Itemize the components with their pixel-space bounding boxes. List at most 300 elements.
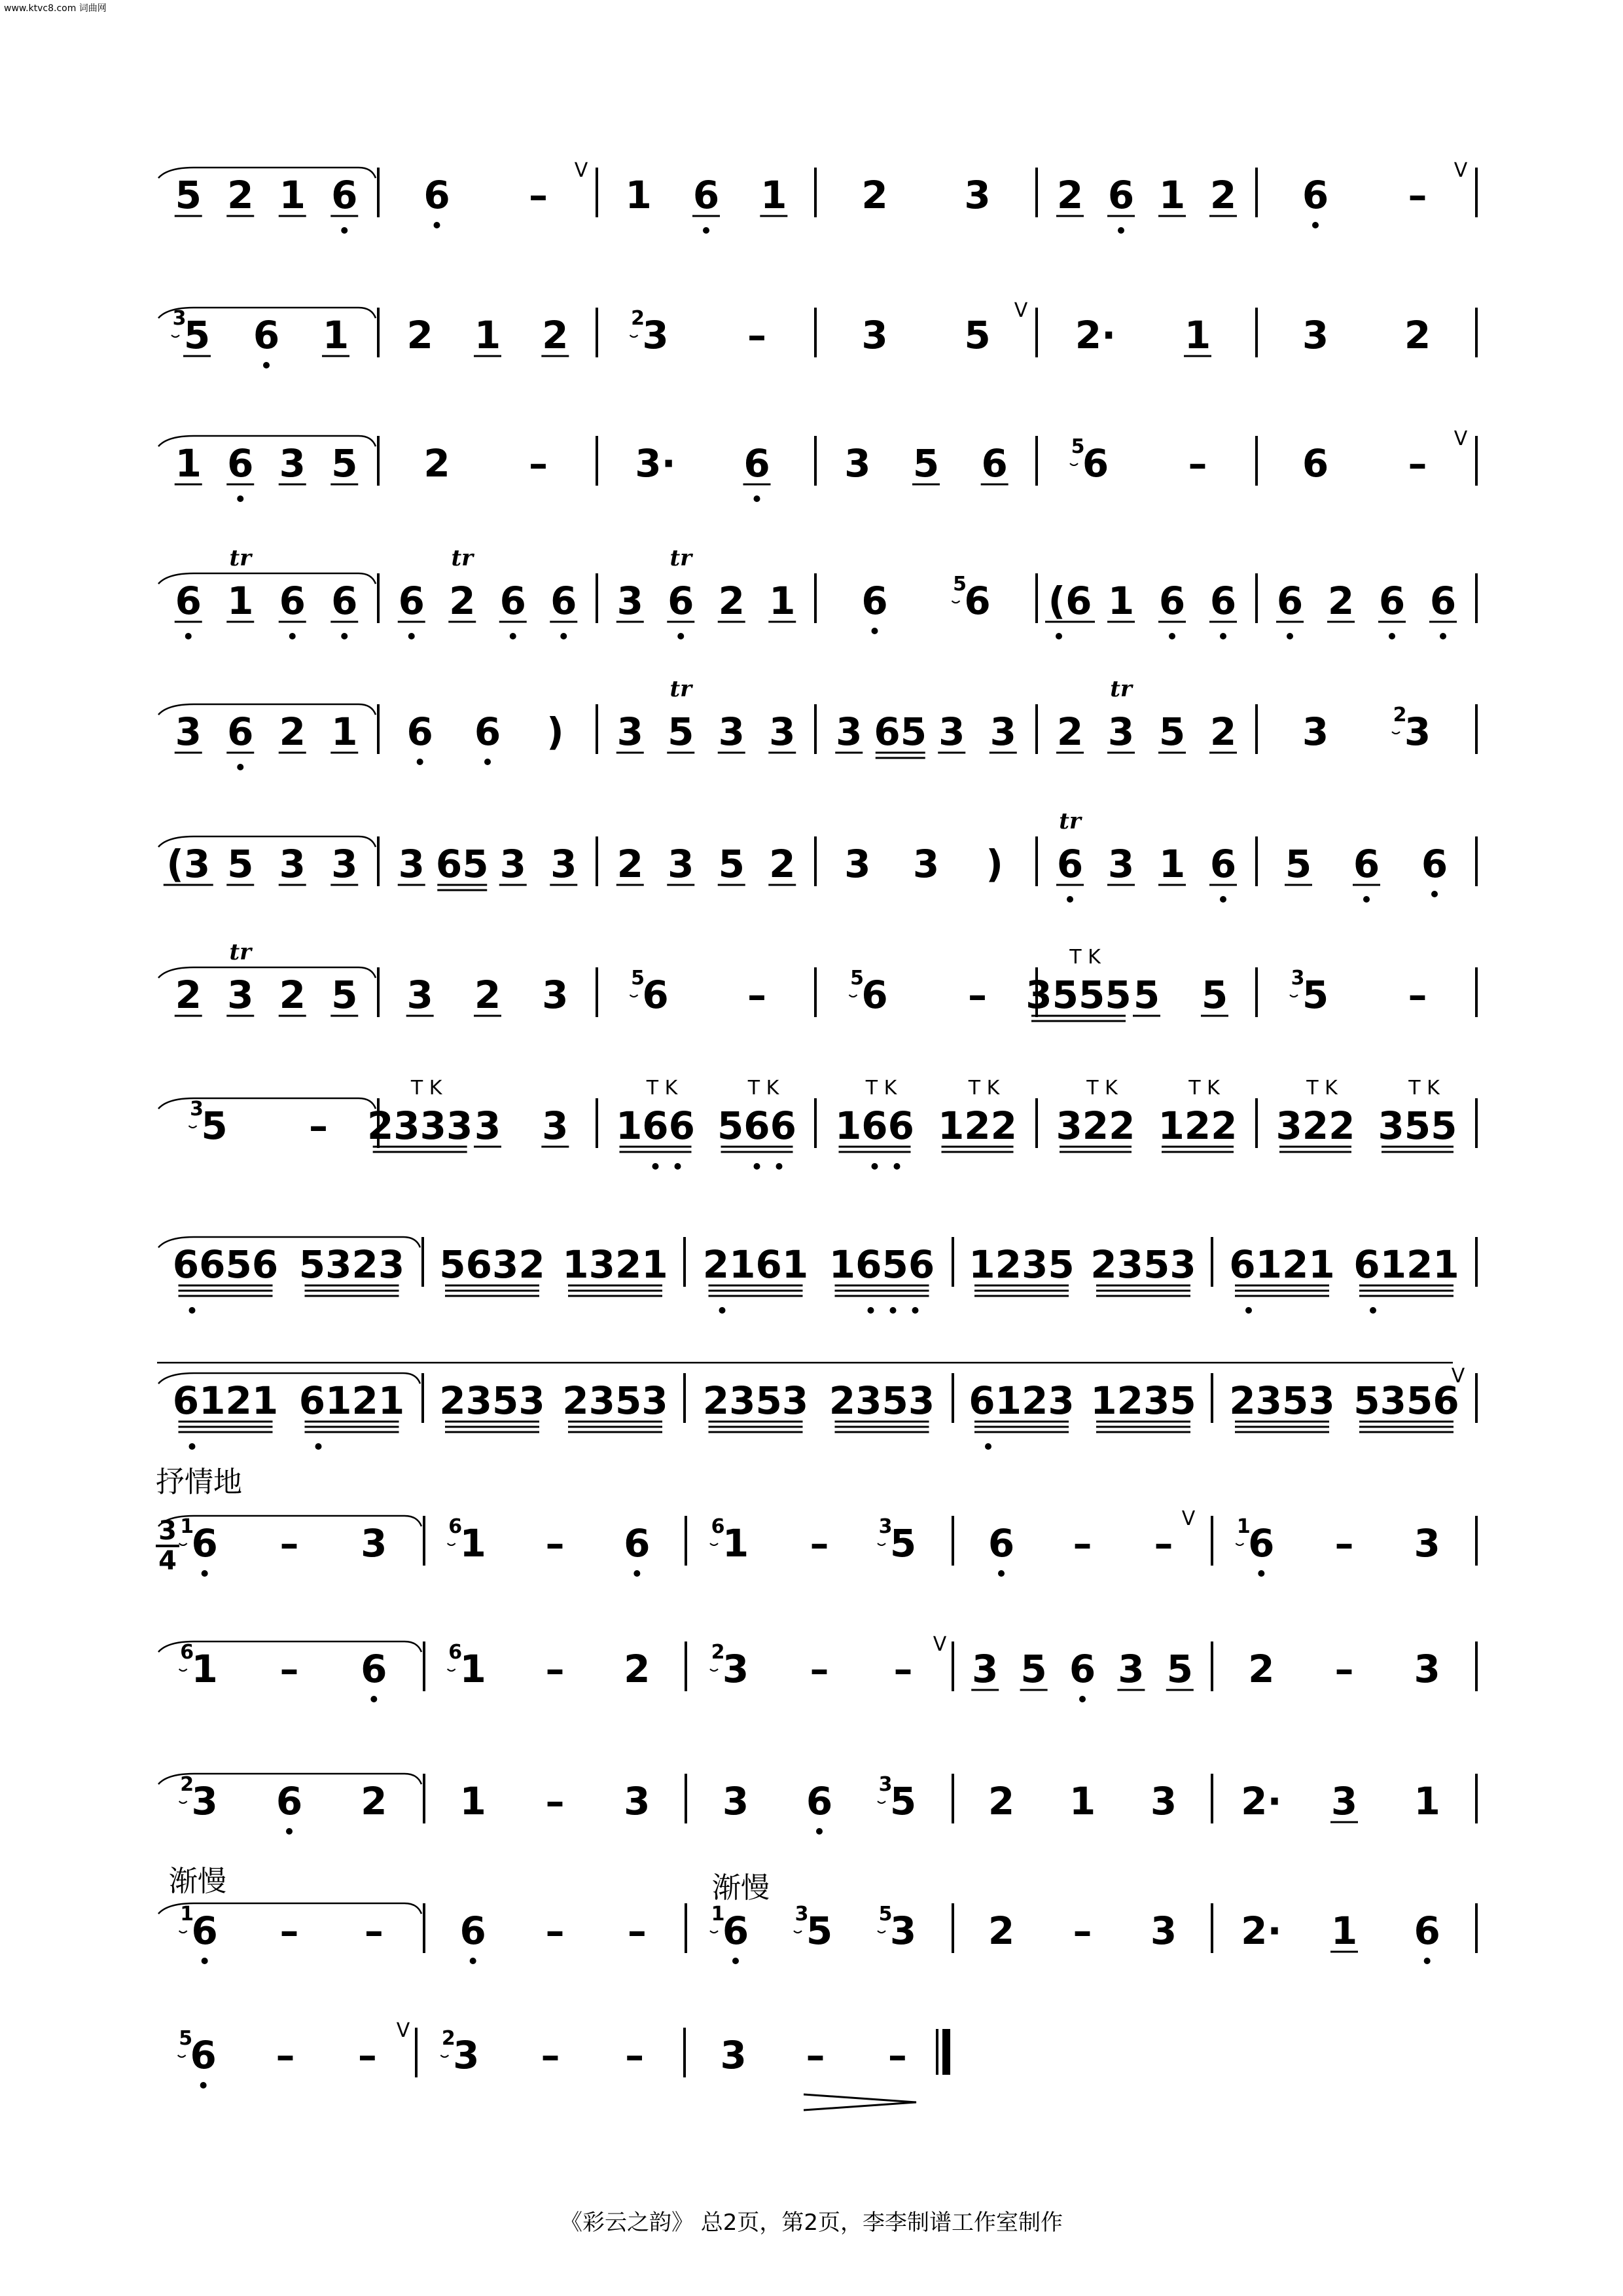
low-octave-dot <box>633 1570 640 1577</box>
low-octave-dot <box>1312 222 1319 228</box>
jianpu-note: 1 <box>331 709 358 754</box>
jianpu-note: 1 <box>722 1521 749 1566</box>
jianpu-note: 6 <box>1158 579 1186 623</box>
jianpu-note: 1656 <box>829 1242 935 1287</box>
grace-tie <box>878 1801 885 1803</box>
low-octave-dot <box>434 222 440 228</box>
jianpu-note: 2 <box>718 579 745 623</box>
jianpu-note: 6 <box>474 709 501 754</box>
jianpu-note: 6 <box>1276 579 1304 623</box>
jianpu-note: 166 <box>615 1103 696 1148</box>
jianpu-note: 3 <box>616 579 643 623</box>
low-octave-dot <box>200 2082 207 2089</box>
jianpu-note: 2161 <box>702 1242 809 1287</box>
low-octave-dot <box>719 1307 726 1314</box>
jianpu-note: 6 <box>806 1779 833 1823</box>
low-octave-dot <box>703 227 709 234</box>
grace-note: 3 <box>794 1903 809 1926</box>
tk-articulation: T K <box>865 1077 897 1100</box>
jianpu-note: 1 <box>1414 1779 1440 1823</box>
tk-articulation: T K <box>1408 1077 1440 1100</box>
jianpu-note: 1 <box>474 313 501 357</box>
jianpu-note: 6 <box>861 579 888 623</box>
grace-tie <box>179 1543 187 1545</box>
jianpu-note: 1 <box>625 173 652 217</box>
jianpu-note: 3 <box>1404 709 1431 754</box>
jianpu-note: 2353 <box>562 1378 668 1423</box>
jianpu-note: 3 <box>769 709 796 754</box>
low-octave-dot <box>1067 896 1073 903</box>
jianpu-note: 6 <box>227 709 254 754</box>
jianpu-note: 3 <box>227 973 254 1017</box>
jianpu-note: 2 <box>406 313 433 357</box>
jianpu-note: 6 <box>279 579 306 623</box>
jianpu-note: 2 <box>423 441 450 486</box>
jianpu-note: – <box>541 2033 560 2077</box>
grace-tie <box>179 1669 187 1671</box>
jianpu-note: 2 <box>279 709 306 754</box>
jianpu-note: ) <box>546 709 564 754</box>
jianpu-note: 6 <box>722 1909 749 1953</box>
low-octave-dot <box>1258 1570 1264 1577</box>
jianpu-note: 6 <box>459 1909 486 1953</box>
trill-mark: tr <box>229 939 252 965</box>
low-octave-dot <box>872 1163 878 1170</box>
jianpu-note: 3 <box>616 709 643 754</box>
jianpu-note: 3 <box>279 441 306 486</box>
jianpu-note: 6 <box>423 173 450 217</box>
grace-tie <box>630 995 638 997</box>
jianpu-note: – <box>279 1647 299 1691</box>
jianpu-note: 5 <box>1285 842 1312 886</box>
tk-articulation: T K <box>410 1077 442 1100</box>
jianpu-note: 1 <box>1184 313 1211 357</box>
jianpu-note: 6 <box>331 173 358 217</box>
jianpu-note: – <box>810 1647 829 1691</box>
low-octave-dot <box>816 1828 823 1835</box>
low-octave-dot <box>185 633 192 639</box>
jianpu-note: 6 <box>190 2033 217 2077</box>
grace-note: 1 <box>1236 1515 1251 1538</box>
jianpu-note: – <box>747 973 766 1017</box>
jianpu-note: 2· <box>1241 1779 1282 1823</box>
tk-articulation: T K <box>1086 1077 1118 1100</box>
jianpu-note: – <box>279 1909 299 1953</box>
low-octave-dot <box>1370 1307 1376 1314</box>
jianpu-note: – <box>309 1103 328 1148</box>
jianpu-note: 2 <box>1056 173 1084 217</box>
jianpu-note: 3 <box>844 441 871 486</box>
grace-note: 5 <box>1071 435 1085 458</box>
jianpu-note: 5 <box>1201 973 1228 1017</box>
jianpu-note: 2 <box>769 842 796 886</box>
jianpu-note: 5 <box>964 313 991 357</box>
jianpu-note: 6 <box>964 579 991 623</box>
grace-note: 3 <box>172 307 187 330</box>
low-octave-dot <box>754 495 760 502</box>
breath-mark: V <box>1454 159 1468 182</box>
jianpu-note: – <box>1154 1521 1173 1566</box>
jianpu-note: 6121 <box>298 1378 405 1423</box>
jianpu-note: – <box>1408 173 1427 217</box>
jianpu-note: 2 <box>988 1779 1015 1823</box>
jianpu-note: 6 <box>668 579 694 623</box>
jianpu-note: 5 <box>1133 973 1160 1017</box>
grace-note: 1 <box>711 1903 725 1926</box>
jianpu-note: 6 <box>1107 173 1135 217</box>
low-octave-dot <box>1363 896 1370 903</box>
jianpu-note: 6 <box>624 1521 651 1566</box>
jianpu-note: 6 <box>861 973 888 1017</box>
breath-mark: V <box>396 2019 410 2042</box>
jianpu-note: – <box>1188 441 1207 486</box>
jianpu-note: 6 <box>331 579 358 623</box>
grace-tie <box>1290 995 1298 997</box>
jianpu-note: 3 <box>1414 1647 1440 1691</box>
jianpu-note: 1 <box>191 1647 218 1691</box>
jianpu-note: 355 <box>1378 1103 1457 1148</box>
jianpu-note: 1321 <box>562 1242 668 1287</box>
jianpu-note: 2353 <box>702 1378 809 1423</box>
jianpu-note: 3 <box>1150 1779 1177 1823</box>
grace-note: 1 <box>180 1903 194 1926</box>
low-octave-dot <box>985 1443 991 1450</box>
low-octave-dot <box>470 1958 476 1964</box>
jianpu-note: 5323 <box>298 1242 405 1287</box>
low-octave-dot <box>732 1958 739 1964</box>
jianpu-note: 6 <box>1082 441 1109 486</box>
jianpu-note: 2333 <box>366 1103 473 1148</box>
low-octave-dot <box>263 362 270 368</box>
jianpu-note: – <box>1408 441 1427 486</box>
grace-note: 2 <box>631 307 645 330</box>
jianpu-note: 5 <box>1166 1647 1193 1691</box>
low-octave-dot <box>652 1163 659 1170</box>
jianpu-note: 6 <box>1353 842 1380 886</box>
jianpu-note: 3 <box>972 1647 999 1691</box>
jianpu-note: 5 <box>912 441 940 486</box>
jianpu-note: 3 <box>642 313 669 357</box>
time-signature-bottom: 4 <box>158 1546 177 1576</box>
jianpu-note: 5 <box>175 173 202 217</box>
grace-tie <box>1236 1543 1243 1545</box>
low-octave-dot <box>1440 633 1446 639</box>
low-octave-dot <box>1169 633 1175 639</box>
jianpu-note: 1235 <box>1090 1378 1196 1423</box>
low-octave-dot <box>237 764 243 770</box>
jianpu-note: – <box>545 1779 565 1823</box>
jianpu-note: 1 <box>769 579 796 623</box>
jianpu-note: 6 <box>642 973 669 1017</box>
tk-articulation: T K <box>1069 946 1101 969</box>
jianpu-note: – <box>276 2033 295 2077</box>
jianpu-note: 3 <box>1118 1647 1145 1691</box>
jianpu-note: 3 <box>722 1647 749 1691</box>
tk-articulation: T K <box>1306 1077 1338 1100</box>
jianpu-note: 1 <box>459 1521 486 1566</box>
jianpu-note: 3 <box>542 973 569 1017</box>
breath-mark: V <box>1454 427 1468 450</box>
grace-tie <box>1392 732 1400 734</box>
jianpu-note: 65 <box>874 709 927 754</box>
jianpu-note: – <box>279 1521 299 1566</box>
jianpu-note: 6 <box>1302 441 1329 486</box>
jianpu-note: 6 <box>1056 842 1084 886</box>
jianpu-note: 1 <box>322 313 349 357</box>
jianpu-note: 2 <box>861 173 888 217</box>
jianpu-note: 6 <box>253 313 280 357</box>
jianpu-note: ) <box>986 842 1003 886</box>
low-octave-dot <box>1079 1696 1086 1702</box>
jianpu-note: – <box>1073 1521 1092 1566</box>
jianpu-note: 2 <box>227 173 254 217</box>
low-octave-dot <box>510 633 516 639</box>
jianpu-note: – <box>747 313 766 357</box>
trill-mark: tr <box>669 676 692 702</box>
grace-note: 6 <box>711 1515 725 1538</box>
jianpu-note: 3 <box>550 842 577 886</box>
low-octave-dot <box>1220 896 1226 903</box>
jianpu-note: – <box>1334 1647 1354 1691</box>
trill-mark: tr <box>669 545 692 571</box>
jianpu-note: 1 <box>227 579 254 623</box>
jianpu-note: 6 <box>1429 579 1457 623</box>
jianpu-note: – <box>810 1521 829 1566</box>
grace-note: 5 <box>631 967 645 990</box>
jianpu-note: 5 <box>668 709 694 754</box>
jianpu-note: – <box>357 2033 377 2077</box>
jianpu-note: 6 <box>398 579 425 623</box>
jianpu-note: 3 <box>1107 709 1135 754</box>
time-signature-top: 3 <box>158 1516 177 1546</box>
jianpu-note: 3 <box>398 842 425 886</box>
low-octave-dot <box>1287 633 1293 639</box>
jianpu-note: 6 <box>1209 842 1237 886</box>
jianpu-note: 3 <box>889 1909 917 1953</box>
low-octave-dot <box>202 1958 208 1964</box>
grace-note: 6 <box>448 1641 463 1664</box>
jianpu-note: 3 <box>964 173 991 217</box>
grace-tie <box>171 335 179 337</box>
jianpu-note: 2 <box>1327 579 1355 623</box>
low-octave-dot <box>286 1828 293 1835</box>
grace-note: 5 <box>179 2027 193 2050</box>
grace-tie <box>710 1931 718 1933</box>
grace-tie <box>1070 463 1078 465</box>
grace-tie <box>440 2055 448 2057</box>
jianpu-note: – <box>1408 973 1427 1017</box>
low-octave-dot <box>1431 891 1438 897</box>
jianpu-note: – <box>545 1647 565 1691</box>
jianpu-note: 2 <box>474 973 501 1017</box>
jianpu-note: 3 <box>1150 1909 1177 1953</box>
grace-note: 3 <box>1291 967 1305 990</box>
breath-mark: V <box>1181 1507 1196 1530</box>
site-watermark: www.ktvc8.com 词曲网 <box>4 3 107 14</box>
low-octave-dot <box>408 633 415 639</box>
low-octave-dot <box>1424 1958 1431 1964</box>
jianpu-note: 2 <box>624 1647 651 1691</box>
low-octave-dot <box>484 759 491 765</box>
jianpu-note: 5 <box>1302 973 1329 1017</box>
expression-marking-ritardando-2: 渐慢 <box>712 1871 770 1905</box>
jianpu-note: 6121 <box>1353 1242 1459 1287</box>
jianpu-note: 5 <box>331 973 358 1017</box>
grace-tie <box>179 1931 187 1933</box>
low-octave-dot <box>315 1443 322 1450</box>
jianpu-note: 2 <box>279 973 306 1017</box>
breath-mark: V <box>933 1633 947 1656</box>
jianpu-note: 6 <box>1302 173 1329 217</box>
jianpu-note: 3 <box>718 709 745 754</box>
low-octave-dot <box>189 1307 196 1314</box>
jianpu-note: 6 <box>692 173 720 217</box>
tk-articulation: T K <box>1188 1077 1220 1100</box>
jianpu-note: 3 <box>191 1779 218 1823</box>
grace-note: 5 <box>878 1903 893 1926</box>
grace-tie <box>710 1543 718 1545</box>
trill-mark: tr <box>229 545 252 571</box>
jianpu-note: – <box>529 441 548 486</box>
jianpu-note: 3 <box>720 2033 747 2077</box>
jianpu-note: – <box>529 173 548 217</box>
grace-tie <box>794 1931 802 1933</box>
jianpu-note: 3 <box>1414 1521 1440 1566</box>
jianpu-note: 6 <box>1378 579 1406 623</box>
jianpu-note: 3 <box>912 842 940 886</box>
grace-tie <box>630 335 638 337</box>
grace-note: 3 <box>878 1773 893 1796</box>
grace-note: 2 <box>1393 704 1407 726</box>
jianpu-note: 3 <box>542 1103 569 1148</box>
low-octave-dot <box>417 759 423 765</box>
low-octave-dot <box>677 633 684 639</box>
page-footer: 《彩云之韵》 总2页，第2页，李李制谱工作室制作 <box>560 2210 1063 2236</box>
jianpu-note: – <box>893 1647 913 1691</box>
jianpu-note: 5 <box>1158 709 1186 754</box>
jianpu-note: 6 <box>499 579 526 623</box>
grace-tie <box>849 995 857 997</box>
jianpu-note: 6 <box>1069 1647 1096 1691</box>
low-octave-dot <box>894 1163 901 1170</box>
jianpu-note: – <box>1334 1521 1354 1566</box>
low-octave-dot <box>341 227 348 234</box>
low-octave-dot <box>1245 1307 1252 1314</box>
grace-note: 5 <box>953 573 967 596</box>
low-octave-dot <box>912 1307 919 1314</box>
jianpu-note: – <box>625 2033 645 2077</box>
jianpu-note: 122 <box>1158 1103 1238 1148</box>
grace-note: 2 <box>180 1773 194 1796</box>
jianpu-note: – <box>627 1909 647 1953</box>
low-octave-dot <box>868 1307 874 1314</box>
jianpu-note: 3 <box>331 842 358 886</box>
jianpu-note: (3 <box>166 842 211 886</box>
jianpu-note: – <box>545 1521 565 1566</box>
low-octave-dot <box>1056 633 1062 639</box>
grace-tie <box>878 1931 885 1933</box>
jianpu-note: 5632 <box>439 1242 545 1287</box>
jianpu-note: 5 <box>1020 1647 1047 1691</box>
jianpu-note: 2 <box>1056 709 1084 754</box>
jianpu-note: 1 <box>459 1647 486 1691</box>
jianpu-note: 6 <box>175 579 202 623</box>
jianpu-note: 1 <box>1158 842 1186 886</box>
jianpu-note: 2 <box>449 579 476 623</box>
jianpu-note: 1 <box>1330 1909 1358 1953</box>
low-octave-dot <box>341 633 348 639</box>
grace-tie <box>189 1126 197 1128</box>
decrescendo-hairpin <box>804 2094 916 2110</box>
jianpu-note: 6 <box>743 441 770 486</box>
jianpu-note: 6 <box>1414 1909 1440 1953</box>
low-octave-dot <box>237 495 243 502</box>
jianpu-note: 6 <box>361 1647 387 1691</box>
jianpu-note: 5 <box>201 1103 228 1148</box>
grace-tie <box>952 601 960 603</box>
jianpu-note: 6 <box>1209 579 1237 623</box>
jianpu-note: 5356 <box>1353 1378 1459 1423</box>
jianpu-note: 3 <box>861 313 888 357</box>
jianpu-note: 6656 <box>172 1242 279 1287</box>
jianpu-note: 2353 <box>1090 1242 1196 1287</box>
low-octave-dot <box>1118 227 1124 234</box>
jianpu-note: 1 <box>279 173 306 217</box>
grace-tie <box>448 1669 455 1671</box>
jianpu-note: 2 <box>361 1779 387 1823</box>
jianpu-note: 566 <box>717 1103 797 1148</box>
jianpu-note: 6121 <box>172 1378 279 1423</box>
jianpu-note: 5 <box>806 1909 833 1953</box>
trill-mark: tr <box>1059 808 1081 834</box>
jianpu-note: – <box>545 1909 565 1953</box>
tk-articulation: T K <box>747 1077 779 1100</box>
jianpu-note: 1 <box>175 441 202 486</box>
expression-marking-lyrical: 抒情地 <box>156 1465 242 1499</box>
jianpu-note: 3 <box>836 709 863 754</box>
jianpu-note: 1 <box>459 1779 486 1823</box>
jianpu-note: 6 <box>227 441 254 486</box>
grace-tie <box>878 1543 885 1545</box>
jianpu-note: 3 <box>1107 842 1135 886</box>
grace-note: 2 <box>711 1641 725 1664</box>
jianpu-note: 6 <box>191 1521 218 1566</box>
jianpu-note: 3 <box>279 842 306 886</box>
jianpu-note: 5 <box>889 1779 917 1823</box>
low-octave-dot <box>675 1163 681 1170</box>
jianpu-note: 3 <box>722 1779 749 1823</box>
tk-articulation: T K <box>968 1077 1000 1100</box>
low-octave-dot <box>560 633 567 639</box>
jianpu-note: 3 <box>938 709 965 754</box>
jianpu-note: 6 <box>988 1521 1015 1566</box>
jianpu-note: 5 <box>227 842 254 886</box>
trill-mark: tr <box>451 545 474 571</box>
jianpu-note: 2· <box>1241 1909 1282 1953</box>
jianpu-note: 3 <box>474 1103 501 1148</box>
jianpu-note: 166 <box>834 1103 915 1148</box>
jianpu-note: – <box>887 2033 907 2077</box>
jianpu-note: 2 <box>175 973 202 1017</box>
jianpu-note: 2 <box>542 313 569 357</box>
jianpu-note: 2· <box>1075 313 1116 357</box>
grace-note: 3 <box>878 1515 893 1538</box>
trill-mark: tr <box>1110 676 1132 702</box>
jianpu-note: 122 <box>937 1103 1018 1148</box>
low-octave-dot <box>890 1307 897 1314</box>
jianpu-note: 1 <box>1069 1779 1096 1823</box>
jianpu-note: 5 <box>889 1521 917 1566</box>
